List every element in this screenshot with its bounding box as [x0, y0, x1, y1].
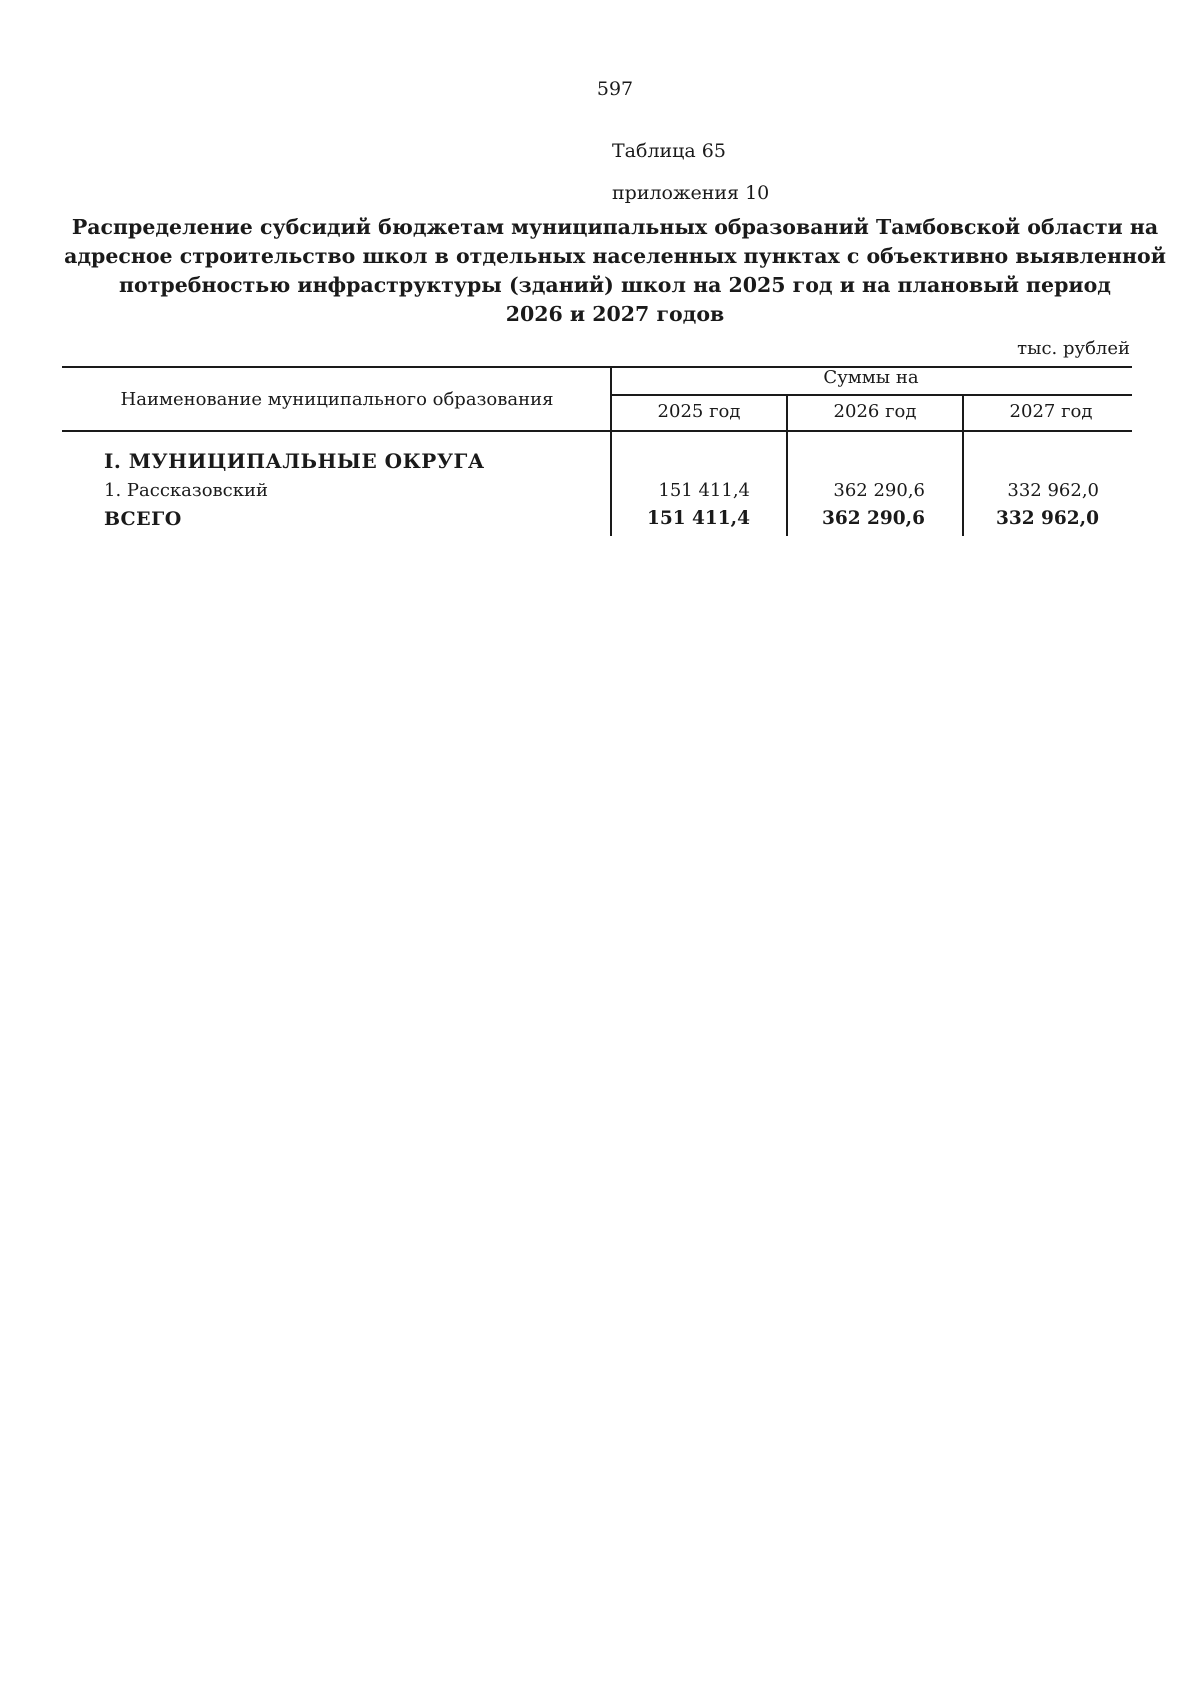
header-sums: Суммы на [823, 367, 919, 388]
total-value-2027: 332 962,0 [996, 508, 1099, 529]
title-line-1: Распределение субсидий бюджетам муниципальных образований Тамбовской области на [71, 215, 1159, 239]
table-number: Таблица 65 [612, 140, 726, 162]
units-label: тыс. рублей [1017, 338, 1130, 359]
table-row-value-2027: 332 962,0 [1007, 480, 1099, 501]
document-title [60, 213, 1170, 329]
header-year-2027: 2027 год [1009, 401, 1093, 422]
header-year-2025: 2025 год [657, 401, 741, 422]
table-row-name: 1. Рассказовский [104, 480, 268, 501]
table-row-value-2025: 151 411,4 [658, 480, 750, 501]
total-row-name: ВСЕГО [104, 508, 182, 530]
header-bottom-rule [62, 430, 1132, 432]
total-value-2026: 362 290,6 [822, 508, 925, 529]
header-year-2026: 2026 год [833, 401, 917, 422]
title-line-4: 2026 и 2027 годов [505, 302, 725, 326]
section-heading: I. МУНИЦИПАЛЬНЫЕ ОКРУГА [104, 449, 485, 473]
table-row-value-2026: 362 290,6 [833, 480, 925, 501]
total-value-2025: 151 411,4 [647, 508, 750, 529]
page-number: 597 [596, 78, 634, 100]
appendix-number: приложения 10 [612, 182, 770, 204]
title-line-3: потребностью инфраструктуры (зданий) школ на 2025 год и на плановый период [119, 273, 1111, 297]
header-municipality-name: Наименование муниципального образования [120, 389, 554, 410]
title-line-2: адресное строительство школ в отдельных населенных пунктах с объективно выявленной [64, 244, 1166, 268]
sums-underline [612, 394, 1132, 396]
